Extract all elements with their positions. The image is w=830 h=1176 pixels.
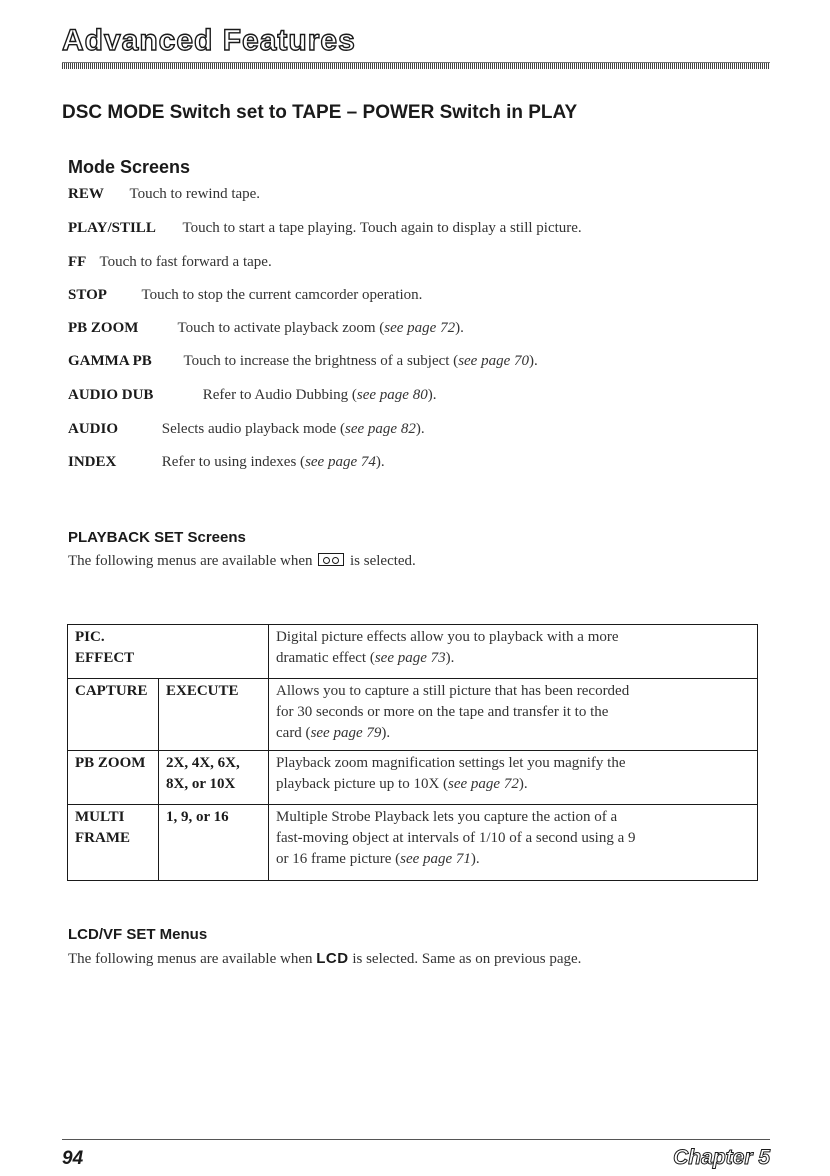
desc-tail: ).	[470, 851, 480, 867]
desc-text: playback picture up to 10X (	[276, 776, 449, 792]
footer-rule	[62, 1139, 770, 1140]
mode-item-audio	[68, 421, 425, 438]
mode-desc-tail: ).	[427, 387, 437, 403]
value-line: 2X, 4X, 6X,	[166, 755, 240, 771]
intro-text-tail: is selected.	[350, 553, 416, 569]
mode-desc-tail: ).	[529, 353, 538, 369]
setting-name-line: EFFECT	[75, 650, 135, 666]
setting-value	[159, 751, 269, 805]
page-number: 94	[62, 1148, 84, 1169]
setting-desc	[269, 805, 758, 881]
playback-set-intro	[68, 553, 416, 570]
setting-name: CAPTURE	[68, 679, 159, 751]
mode-desc-tail: ).	[375, 454, 385, 470]
intro-text-tail: is selected. Same as on previous page.	[352, 951, 582, 967]
mode-desc: Touch to start a tape playing. Touch again to display a still picture.	[182, 220, 582, 236]
mode-desc: Touch to rewind tape.	[129, 186, 261, 202]
setting-name	[68, 805, 159, 881]
mode-item-rew	[68, 186, 260, 203]
mode-desc: Touch to increase the brightness of a subject (	[183, 353, 459, 369]
mode-term: AUDIO DUB	[68, 387, 154, 403]
playback-settings-table	[67, 624, 758, 881]
page-reference: see page 72	[448, 776, 519, 792]
page-reference: see page 74	[305, 454, 376, 470]
mode-item-play-still	[68, 220, 582, 237]
lcd-vf-intro	[68, 950, 581, 968]
mode-term: STOP	[68, 287, 107, 303]
mode-item-audio-dub	[68, 387, 436, 404]
header-rule	[62, 62, 770, 69]
mode-item-gamma-pb	[68, 353, 538, 370]
page-reference: see page 82	[345, 421, 416, 437]
desc-text: card (	[276, 725, 311, 741]
mode-term: FF	[68, 254, 87, 270]
setting-name	[68, 625, 269, 679]
mode-term: AUDIO	[68, 421, 119, 437]
setting-desc	[269, 625, 758, 679]
mode-item-pb-zoom	[68, 320, 464, 337]
desc-text: or 16 frame picture (	[276, 851, 401, 867]
mode-desc: Touch to activate playback zoom (	[177, 320, 385, 336]
setting-name-line: MULTI	[75, 809, 125, 825]
table-row	[68, 625, 758, 679]
mode-term: GAMMA PB	[68, 353, 152, 369]
mode-desc-tail: ).	[415, 421, 425, 437]
setting-name-line: FRAME	[75, 830, 130, 846]
mode-term: INDEX	[68, 454, 117, 470]
mode-desc: Selects audio playback mode (	[161, 421, 346, 437]
mode-term: PB ZOOM	[68, 320, 139, 336]
chapter-label: Chapter 5	[673, 1146, 770, 1169]
section-title: DSC MODE Switch set to TAPE – POWER Switch in PLAY	[62, 102, 578, 123]
desc-line	[276, 774, 751, 795]
mode-item-index	[68, 454, 385, 471]
mode-item-ff	[68, 254, 272, 271]
page-reference: see page 73	[374, 650, 446, 666]
setting-desc	[269, 751, 758, 805]
page-reference: see page 79	[310, 725, 382, 741]
mode-item-stop	[68, 287, 422, 304]
desc-line	[276, 648, 751, 669]
desc-line: for 30 seconds or more on the tape and transfer it to the	[276, 704, 609, 720]
mode-term: PLAY/STILL	[68, 220, 156, 236]
intro-text: The following menus are available when	[68, 553, 313, 569]
desc-line: Multiple Strobe Playback lets you capture the action of a	[276, 809, 618, 825]
desc-line: Digital picture effects allow you to playback with a more	[276, 629, 619, 645]
mode-term: REW	[68, 186, 104, 202]
mode-desc: Touch to fast forward a tape.	[99, 254, 272, 270]
page-reference: see page 71	[400, 851, 471, 867]
setting-value: EXECUTE	[159, 679, 269, 751]
setting-desc	[269, 679, 758, 751]
mode-desc-tail: ).	[455, 320, 464, 336]
page-header-title: Advanced Features	[62, 24, 356, 57]
table-row	[68, 679, 758, 751]
page-reference: see page 80	[356, 387, 428, 403]
mode-desc: Refer to using indexes (	[161, 454, 306, 470]
page-reference: see page 72	[384, 320, 456, 336]
setting-value: 1, 9, or 16	[159, 805, 269, 881]
lcd-icon: LCD	[316, 950, 349, 967]
intro-text: The following menus are available when	[68, 951, 313, 967]
table-row	[68, 751, 758, 805]
setting-name-line: PIC.	[75, 629, 105, 645]
page-reference: see page 70	[458, 353, 529, 369]
desc-tail: ).	[381, 725, 391, 741]
desc-line: Allows you to capture a still picture that has been recorded	[276, 683, 630, 699]
desc-line	[276, 849, 751, 870]
desc-text: dramatic effect (	[276, 650, 375, 666]
mode-desc: Refer to Audio Dubbing (	[202, 387, 357, 403]
desc-line: Playback zoom magnification settings let you magnify the	[276, 755, 626, 771]
tape-icon	[318, 553, 344, 566]
playback-set-heading: PLAYBACK SET Screens	[68, 529, 246, 546]
desc-tail: ).	[518, 776, 528, 792]
desc-line	[276, 723, 751, 744]
table-row	[68, 805, 758, 881]
mode-screens-heading: Mode Screens	[68, 157, 191, 177]
value-line: 8X, or 10X	[166, 776, 236, 792]
lcd-vf-heading: LCD/VF SET Menus	[68, 926, 208, 943]
desc-line: fast-moving object at intervals of 1/10 of a second using a 9	[276, 830, 636, 846]
setting-name: PB ZOOM	[68, 751, 159, 805]
mode-desc: Touch to stop the current camcorder operation.	[141, 287, 423, 303]
desc-tail: ).	[445, 650, 455, 666]
